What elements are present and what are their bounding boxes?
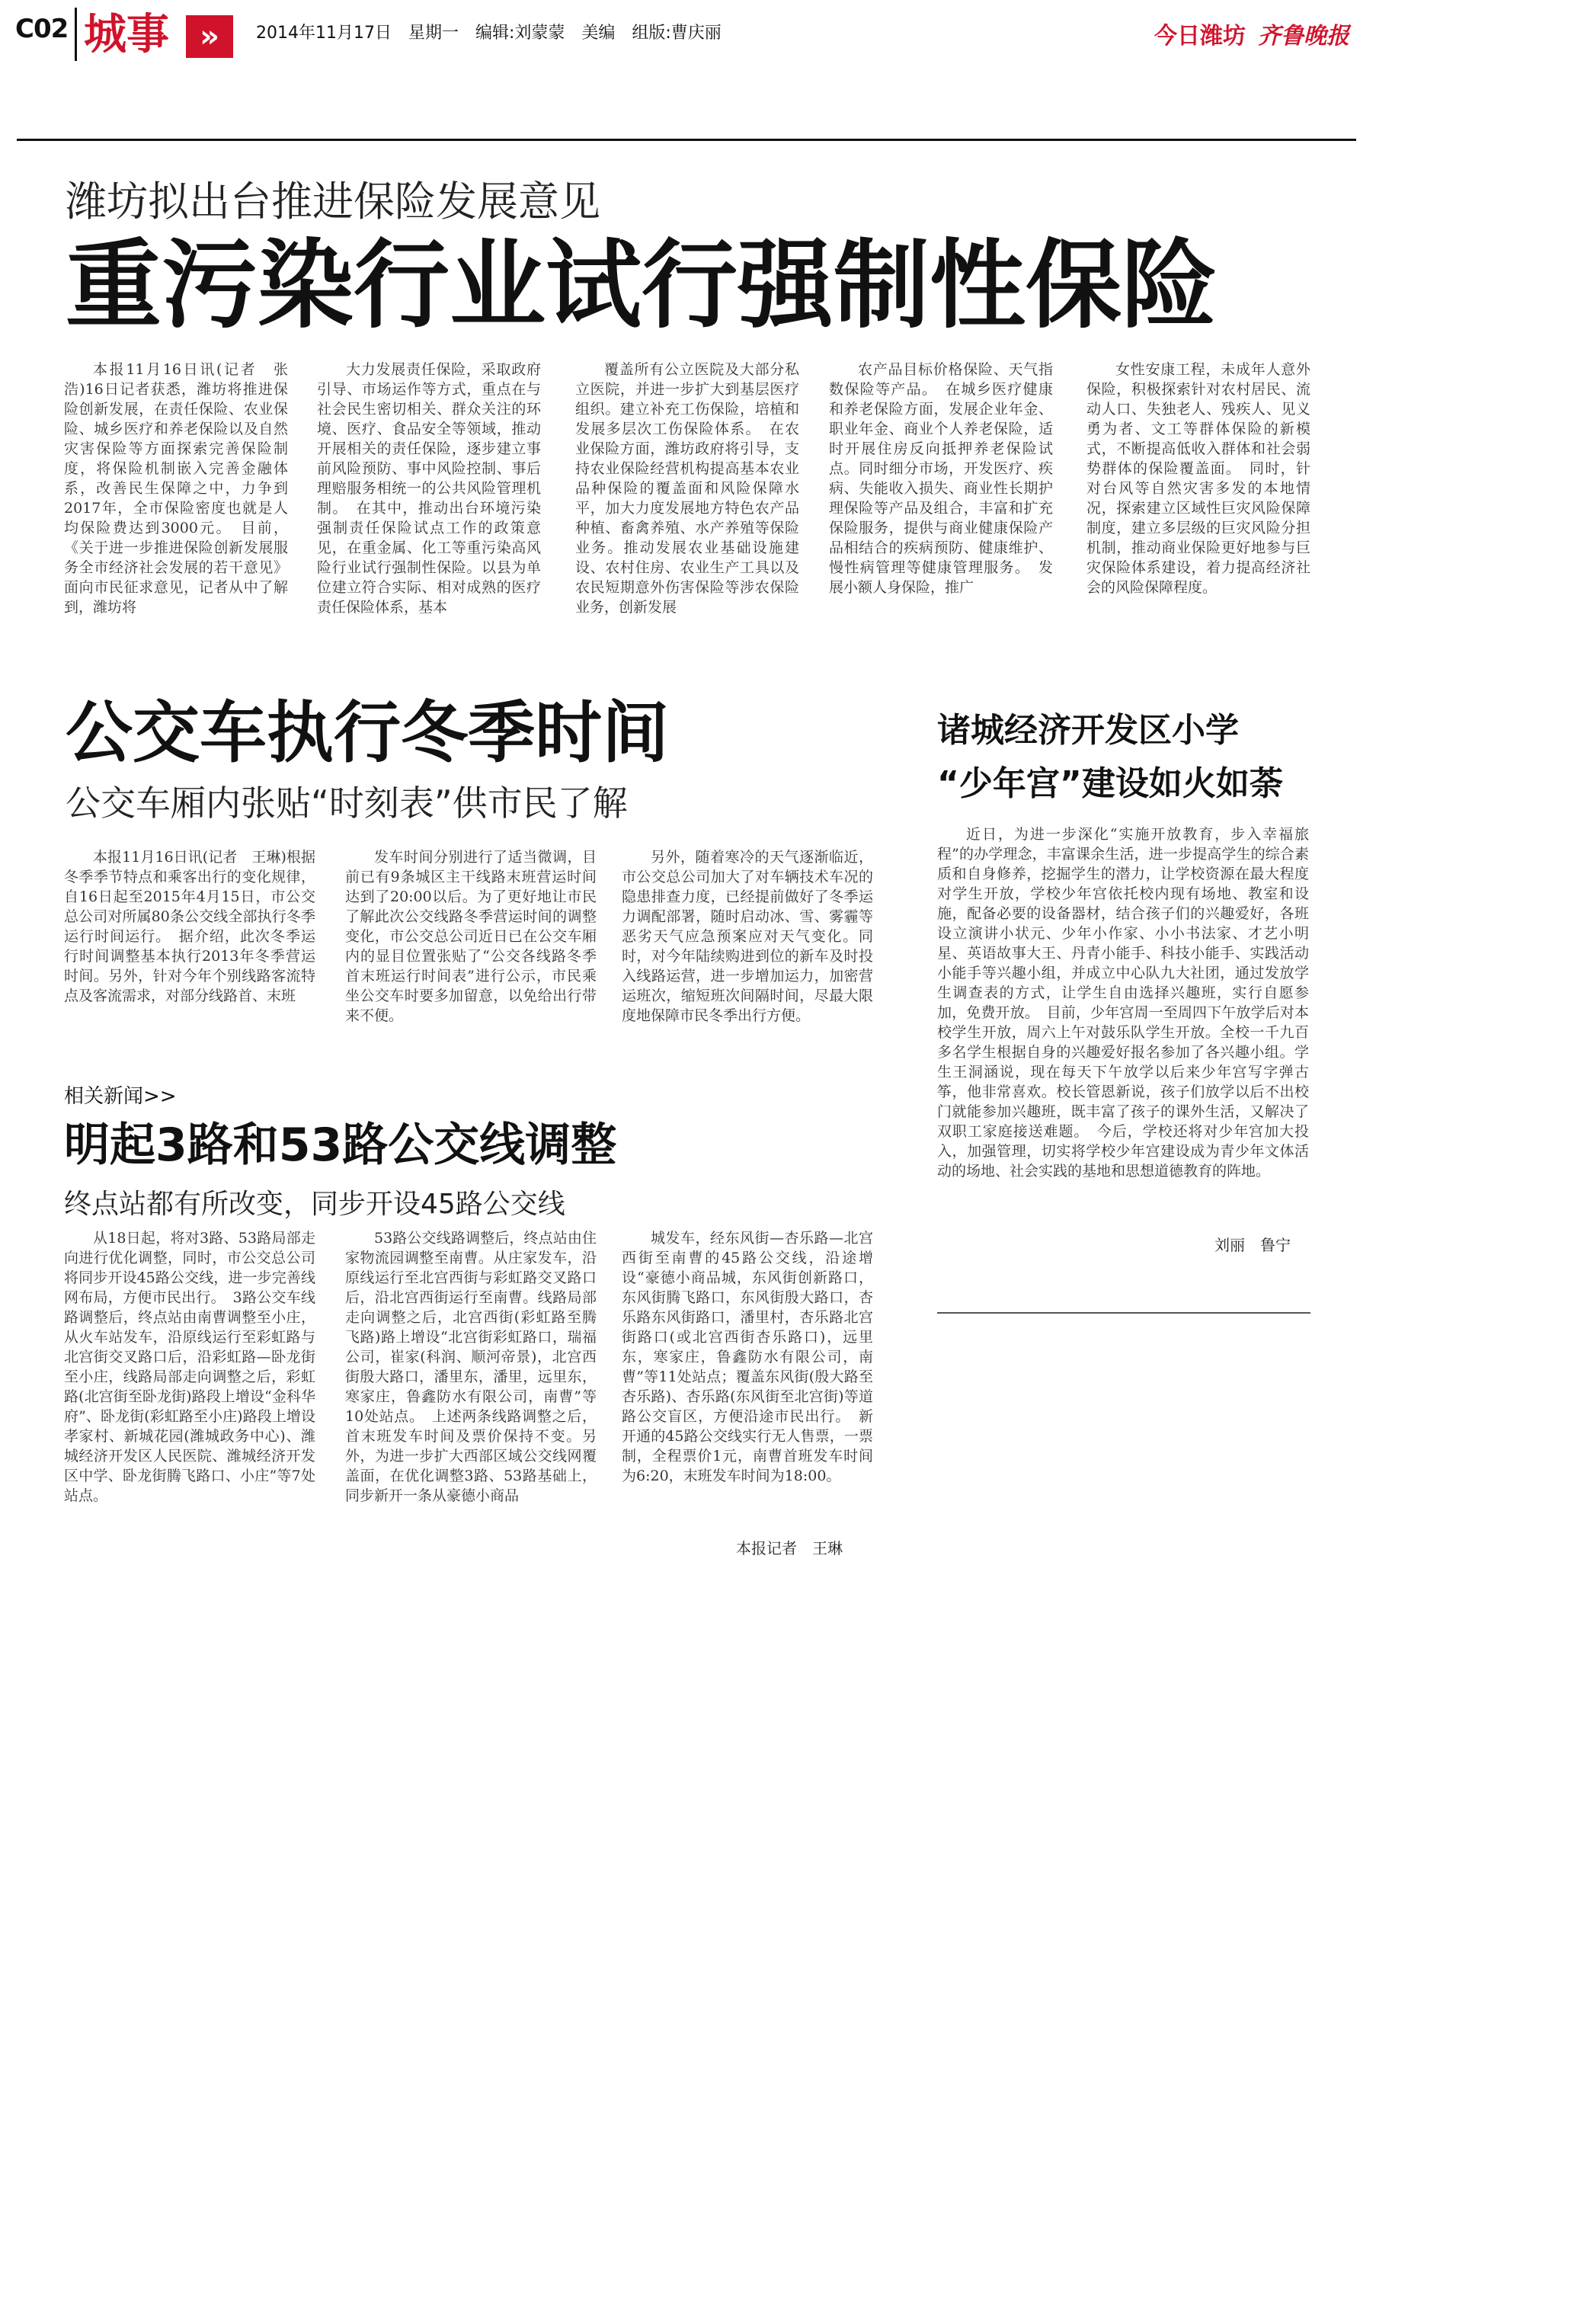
article3-headline-line1: 诸城经济开发区小学 — [937, 711, 1239, 750]
section-title: 城事 — [84, 10, 169, 59]
related-column-3: 城发车，经东风街—杏乐路—北宫西街至南曹的45路公交线，沿途增设“豪德小商品城，东风街创新路口，东风街腾飞路口，东风街殷大路口，杏乐路东风街路口，潘里村，杏乐路北宫街路口(或北宫西街杏乐路口)，远里东，寒家庄，鲁鑫防水有限公司，南曹”等11处站点；覆盖东风街(殷大路至杏乐路)、杏乐路(东风街至北宫街)等道路公交盲区，方便沿途市民出行。 新开通的45路公交线实行无人售票，一票制，全程票价1元，南曹首班发车时间为6:20，末班发车时间为18:00。 — [622, 1230, 873, 1484]
article3-bottom-rule — [937, 1312, 1310, 1314]
article2-subhead: 公交车厢内张贴“时刻表”供市民了解 — [66, 783, 628, 824]
article1-column-5: 女性安康工程，未成年人意外保险，积极探索针对农村居民、流动人口、失独老人、残疾人、见义勇为者、文工等群体保险的新模式，不断提高低收入群体和社会弱势群体的保险覆盖面。 同时，针对台风等自然灾害多发的本地情况，探索建立区域性巨灾风险保障制度，建立多层级的巨灾风险分担机制，推动商业保险更好地参与巨灾保险体系建设，着力提高经济社会的风险保障程度。 — [1086, 361, 1310, 596]
article1-headline: 重污染行业试行强制性保险 — [66, 229, 1218, 341]
brand-name: 今日潍坊 — [1154, 23, 1246, 50]
related-subhead: 终点站都有所改变，同步开设45路公交线 — [64, 1189, 565, 1220]
chevron-right-icon: » — [186, 15, 233, 58]
dateline: 2014年11月17日 星期一 编辑:刘蒙蒙 美编 组版:曹庆丽 — [256, 24, 722, 43]
article2-column-1: 本报11月16日讯(记者 王琳)根据冬季季节特点和乘客出行的变化规律，自16日起至2015年4月15日，市公交总公司对所属80条公交线全部执行冬季运行时间运行。 据介绍，此次冬季运行时间调整基本执行2013年冬季营运时间。另外，针对今年个别线路客流特点及客流需求，对部分线路首、末班 — [64, 849, 315, 1004]
brand — [1154, 17, 1349, 50]
related-column-1: 从18日起，将对3路、53路局部走向进行优化调整，同时，市公交总公司将同步开设45路公交线，进一步完善线网布局，方便市民出行。 3路公交车线路调整后，终点站由南曹调整至小庄，从火车站发车，沿原线运行至彩虹路与北宫街交叉路口后，沿彩虹路—卧龙街至小庄，线路局部走向调整之后，彩虹路(北宫街至卧龙街)路段上增设“金科华府”、卧龙街(彩虹路至小庄)路段上增设孝家村、新城花园(潍城政务中心)、潍城经济开发区人民医院、潍城经济开发区中学、卧龙街腾飞路口、小庄”等7处站点。 — [64, 1230, 315, 1504]
article1-column-4: 农产品目标价格保险、天气指数保险等产品。 在城乡医疗健康和养老保险方面，发展企业年金、职业年金、商业个人养老保险，适时开展住房反向抵押养老保险试点。同时细分市场，开发医疗、疾病、失能收入损失、商业性长期护理保险等产品及组合，丰富和扩充保险服务，提供与商业健康保险产品相结合的疾病预防、健康维护、慢性病管理等健康管理服务。 发展小额人身保险，推广 — [829, 361, 1053, 596]
related-byline: 本报记者 王琳 — [736, 1539, 843, 1557]
header-divider — [75, 8, 77, 61]
article1-kicker: 潍坊拟出台推进保险发展意见 — [66, 178, 600, 226]
article1-column-2: 大力发展责任保险，采取政府引导、市场运作等方式，重点在与社会民生密切相关、群众关注的环境、医疗、食品安全等领域，推动开展相关的责任保险，逐步建立事前风险预防、事中风险控制、事后理赔服务相统一的公共风险管理机制。 在其中，推动出台环境污染强制责任保险试点工作的政策意见，在重金属、化工等重污染高风险行业试行强制性保险。以县为单位建立符合实际、相对成熟的医疗责任保险体系，基本 — [317, 361, 541, 616]
related-headline: 明起3路和53路公交线调整 — [64, 1119, 617, 1172]
article3-headline-line2: “少年宫”建设如火如荼 — [937, 764, 1283, 803]
page-number: C02 — [15, 14, 69, 44]
article2-headline: 公交车执行冬季时间 — [66, 693, 670, 772]
article1-column-3: 覆盖所有公立医院及大部分私立医院，并进一步扩大到基层医疗组织。建立补充工伤保险，培植和发展多层次工伤保险体系。 在农业保险方面，潍坊政府将引导，支持农业保险经营机构提高基本农业品种保险的覆盖面和风险保障水平，加大力度发展地方特色农产品种植、畜禽养殖、水产养殖等保险业务。推动发展农业基础设施建设、农村住房、农业生产工具以及农民短期意外伤害保险等涉农保险业务，创新发展 — [575, 361, 799, 616]
article1-column-1: 本报11月16日讯(记者 张浩)16日记者获悉，潍坊将推进保险创新发展，在责任保险、农业保险、城乡医疗和养老保险以及自然灾害保险等方面探索完善保险制度，将保险机制嵌入完善金融体系，改善民生保障之中，力争到2017年，全市保险密度也就是人均保险费达到3000元。 目前，《关于进一步推进保险创新发展服务全市经济社会发展的若干意见》面向市民征求意见，记者从中了解到，潍坊将 — [64, 361, 288, 616]
article3-byline: 刘丽 鲁宁 — [1214, 1236, 1291, 1254]
related-column-2: 53路公交线路调整后，终点站由住家物流园调整至南曹。从庄家发车，沿原线运行至北宫西街与彩虹路交叉路口后，沿北宫西街运行至南曹。线路局部走向调整之后，北宫西街(彩虹路至腾飞路)路上增设“北宫街彩虹路口，瑞福公司，崔家(科润、顺河帝景)，北宫西街殷大路口，潘里东，潘里，远里东，寒家庄，鲁鑫防水有限公司，南曹”等10处站点。 上述两条线路调整之后，首末班发车时间及票价保持不变。另外，为进一步扩大西部区域公交线网覆盖面，在优化调整3路、53路基础上，同步新开一条从豪德小商品 — [345, 1230, 597, 1504]
article2-column-2: 发车时间分别进行了适当微调，目前已有9条城区主干线路末班营运时间达到了20:00以后。为了更好地让市民了解此次公交线路冬季营运时间的调整变化，市公交总公司近日已在公交车厢内的显目位置张贴了“公交各线路冬季首末班运行时间表”进行公示，市民乘坐公交车时要多加留意，以免给出行带来不便。 — [345, 849, 597, 1024]
header-rule — [17, 139, 1356, 141]
article2-column-3: 另外，随着寒冷的天气逐渐临近，市公交总公司加大了对车辆技术车况的隐患排查力度，已经提前做好了冬季运力调配部署，随时启动冰、雪、雾霾等恶劣天气应急预案应对天气变化。同时，对今年陆续购进到位的新车及时投入线路运营，进一步增加运力，加密营运班次，缩短班次间隔时间，尽最大限度地保障市民冬季出行方便。 — [622, 849, 873, 1024]
article3-body: 近日，为进一步深化“实施开放教育，步入幸福旅程”的办学理念，丰富课余生活，进一步提高学生的综合素质和自身修养，挖掘学生的潜力，让学校资源在最大程度对学生开放，学校少年宫依托校内现有场地、教室和设施，配备必要的设备器材，结合孩子们的兴趣爱好，各班设立演讲小状元、少年小作家、小小书法家、才艺小明星、英语故事大王、丹青小能手、科技小能手、实践活动小能手等兴趣小组，并成立中心队九大社团，通过发放学生调查表的方式，让学生自由选择兴趣班，实行自愿参加，免费开放。 目前，少年宫周一至周四下午放学后对本校学生开放，周六上午对鼓乐队学生开放。全校一千九百多名学生根据自身的兴趣爱好报名参加了各兴趣小组。学生王洞涵说，现在每天下午放学以后来少年宫写字弹古筝，他非常喜欢。校长管恩新说，孩子们放学以后不出校门就能参加兴趣班，既丰富了孩子的课外生活，又解决了双职工家庭接送难题。 今后，学校还将对少年宫加大投入，加强管理，切实将学校少年宫建设成为青少年文体活动的场地、社会实践的基地和思想道德教育的阵地。 — [937, 826, 1309, 1180]
related-news-label: 相关新闻>> — [64, 1085, 177, 1108]
paper-logo: 齐鲁晚报 — [1258, 23, 1349, 50]
